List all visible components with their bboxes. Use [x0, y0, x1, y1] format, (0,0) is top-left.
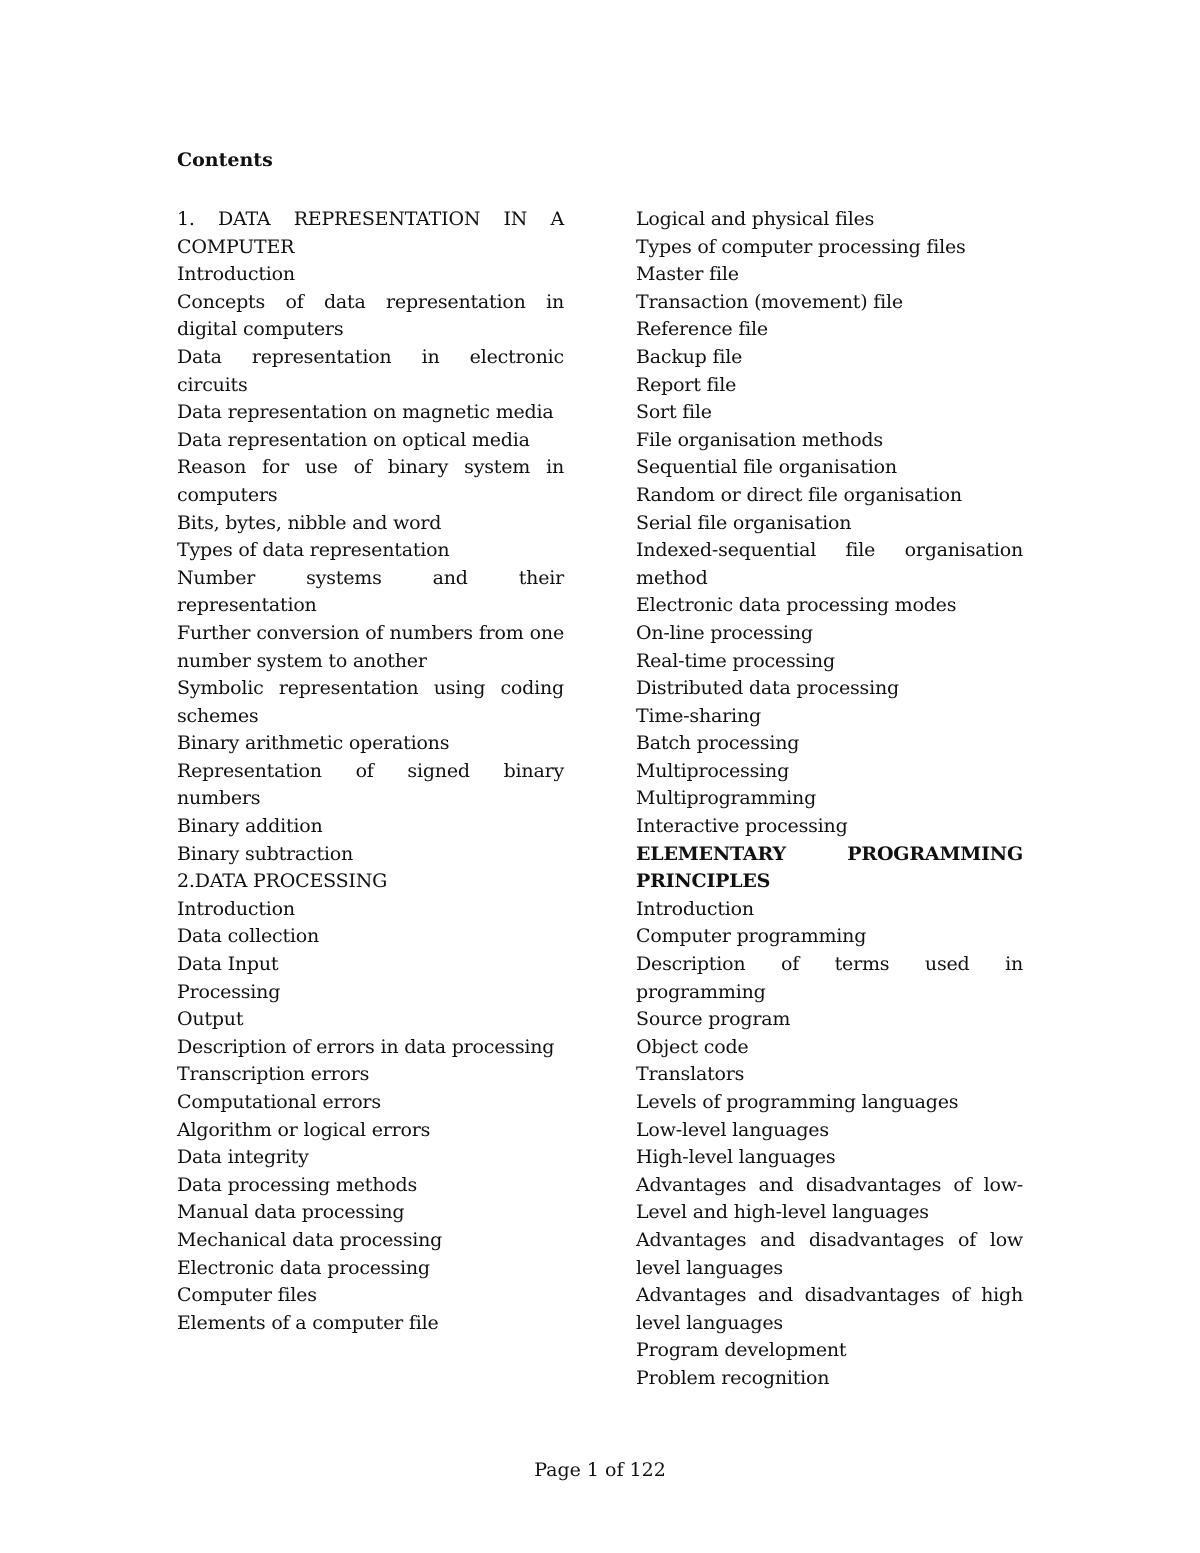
toc-entry: Translators — [636, 1063, 745, 1086]
toc-entry: Electronic data processing — [177, 1256, 430, 1279]
contents-heading: Contents — [177, 149, 273, 171]
toc-entry: Real-time processing — [636, 649, 835, 672]
toc-entry: Types of data representation — [177, 539, 450, 562]
toc-entry: Data representation in electronic circuits — [177, 345, 564, 396]
toc-entry: Master file — [636, 263, 739, 286]
toc-entry: Data processing methods — [177, 1173, 418, 1196]
toc-entry: Source program — [636, 1008, 791, 1031]
toc-entry: Time-sharing — [636, 704, 761, 727]
toc-entry: Report file — [636, 373, 737, 396]
toc-entry: Mechanical data processing — [177, 1228, 443, 1251]
toc-entry: Introduction — [636, 897, 754, 920]
toc-entry: Output — [177, 1008, 244, 1031]
toc-entry: Bits, bytes, nibble and word — [177, 511, 442, 534]
toc-left-column — [177, 206, 564, 1337]
toc-section-heading: 2.DATA PROCESSING — [177, 870, 388, 893]
toc-entry: Reason for use of binary system in computers — [177, 456, 564, 506]
toc-entry: Binary arithmetic operations — [177, 732, 450, 755]
toc-entry: 1. DATA REPRESENTATION IN A COMPUTER — [177, 208, 564, 258]
toc-entry: Multiprogramming — [636, 787, 817, 810]
toc-entry: Computer programming — [636, 925, 867, 948]
toc-entry: Problem recognition — [636, 1366, 830, 1389]
toc-entry: Indexed-sequential file organisation method — [636, 539, 1023, 589]
toc-entry: Types of computer processing files — [636, 235, 966, 258]
toc-entry: Data integrity — [177, 1146, 309, 1169]
toc-entry: Random or direct file organisation — [636, 483, 962, 506]
toc-entry: Binary addition — [177, 815, 323, 838]
toc-entry: Data representation on magnetic media — [177, 401, 554, 424]
toc-entry: Binary subtraction — [177, 842, 354, 865]
toc-entry: Program development — [636, 1339, 847, 1362]
toc-entry: Levels of programming languages — [636, 1091, 959, 1113]
toc-entry: Data Input — [177, 953, 279, 976]
toc-entry: Number systems and their representation — [177, 566, 564, 617]
toc-entry: Data representation on optical media — [177, 428, 530, 451]
toc-entry: Object code — [636, 1035, 749, 1058]
toc-entry: Advantages and disadvantages of low level languages — [636, 1228, 1023, 1279]
toc-entry: Computer files — [177, 1284, 317, 1307]
toc-entry: Data collection — [177, 925, 320, 948]
toc-entry: Electronic data processing modes — [636, 594, 957, 617]
toc-entry: Processing — [177, 980, 281, 1003]
toc-entry: Algorithm or logical errors — [177, 1118, 431, 1141]
toc-entry: Serial file organisation — [636, 511, 852, 534]
toc-entry: Introduction — [177, 263, 295, 286]
toc-entry: Distributed data processing — [636, 677, 899, 700]
toc-entry: Introduction — [177, 897, 295, 920]
toc-entry: Multiprocessing — [636, 759, 790, 782]
toc-entry: Representation of signed binary numbers — [177, 759, 564, 810]
toc-entry: Concepts of data representation in digital computers — [177, 290, 564, 341]
toc-entry: Transaction (movement) file — [636, 290, 903, 313]
toc-right-column — [636, 206, 1023, 1393]
toc-entry: Advantages and disadvantages of low-Level and high-level languages — [636, 1173, 1023, 1224]
toc-entry: File organisation methods — [636, 428, 883, 451]
toc-entry: Sort file — [636, 401, 712, 424]
toc-entry: Advantages and disadvantages of high level languages — [636, 1284, 1023, 1334]
toc-section-heading: ELEMENTARY PROGRAMMING PRINCIPLES — [636, 842, 1023, 893]
toc-entry: Batch processing — [636, 732, 800, 755]
toc-entry: Transcription errors — [177, 1063, 370, 1086]
toc-entry: Manual data processing — [177, 1201, 405, 1224]
toc-entry: Further conversion of numbers from one number system to another — [177, 621, 564, 672]
toc-entry: Sequential file organisation — [636, 456, 897, 479]
toc-entry: Interactive processing — [636, 815, 848, 838]
toc-entry: Description of terms used in programming — [636, 953, 1023, 1003]
page-number-footer: Page 1 of 122 — [534, 1459, 666, 1481]
toc-entry: Symbolic representation using coding schemes — [177, 677, 564, 727]
toc-entry: High-level languages — [636, 1146, 836, 1169]
toc-entry: Description of errors in data processing — [177, 1035, 555, 1058]
toc-entry: Reference file — [636, 318, 768, 341]
toc-entry: Computational errors — [177, 1091, 381, 1113]
toc-entry: Logical and physical files — [636, 208, 875, 230]
toc-entry: On-line processing — [636, 621, 813, 644]
toc-entry: Elements of a computer file — [177, 1311, 439, 1334]
toc-entry: Backup file — [636, 345, 743, 368]
toc-entry: Low-level languages — [636, 1118, 829, 1141]
